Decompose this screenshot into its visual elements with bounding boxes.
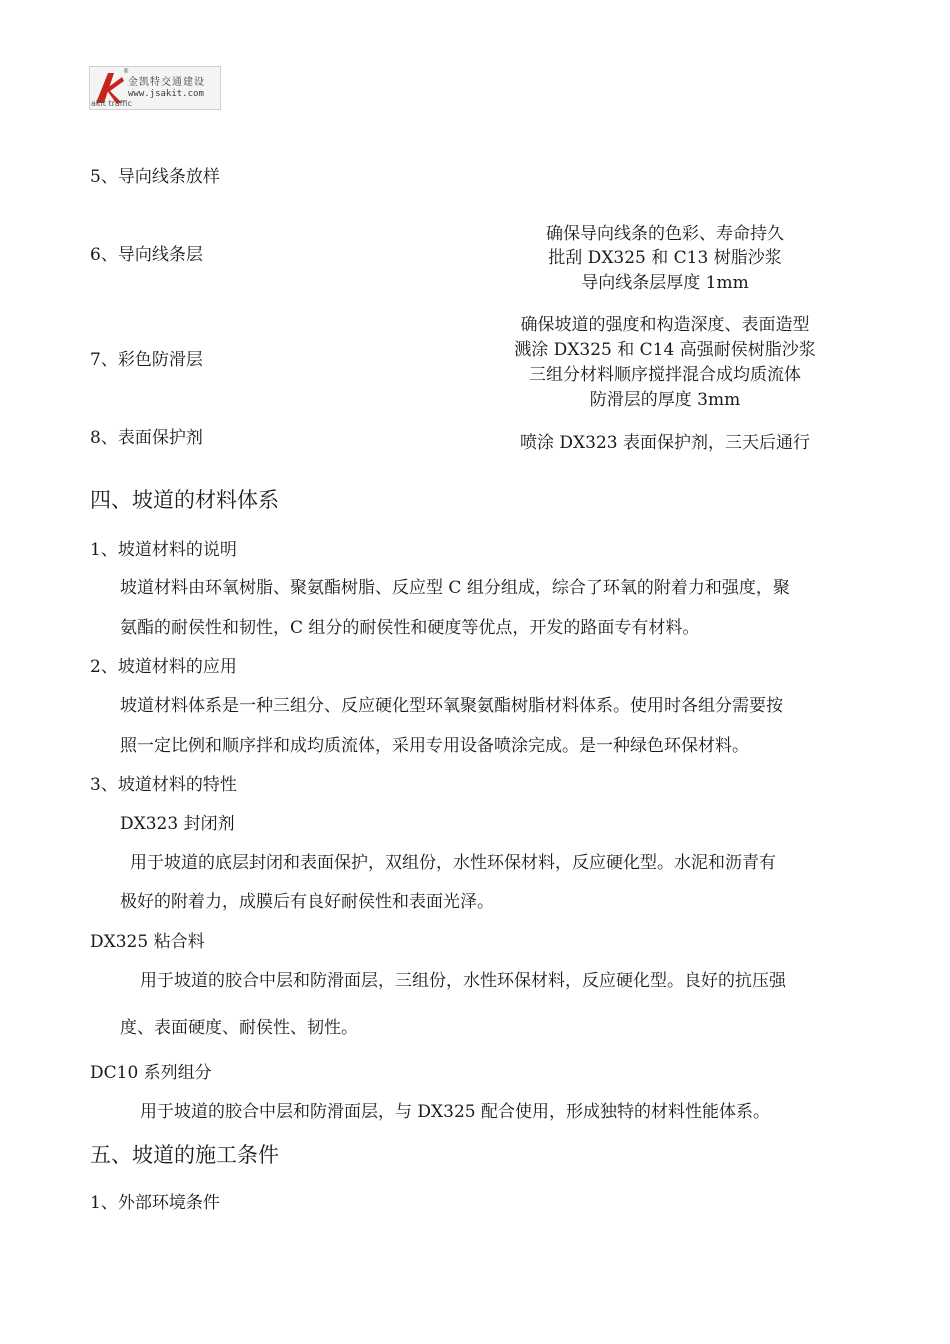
logo-registered-mark: ®: [123, 68, 129, 75]
material-dc10-name: DC10 系列组分: [90, 1063, 212, 1083]
section-4-heading: 四、坡道的材料体系: [90, 488, 279, 512]
step-6-note: 批刮 DX325 和 C13 树脂沙浆: [548, 248, 782, 268]
step-7-note: 溅涂 DX325 和 C14 高强耐侯树脂沙浆: [514, 340, 816, 360]
material-dx325-text: 用于坡道的胶合中层和防滑面层，三组份，水性环保材料，反应硬化型。良好的抗压强: [140, 971, 786, 991]
step-8-label: 8、表面保护剂: [90, 428, 203, 448]
step-7-note: 防滑层的厚度 3mm: [589, 390, 741, 410]
step-8-note: 喷涂 DX323 表面保护剂，三天后通行: [520, 433, 810, 453]
step-6-note: 确保导向线条的色彩、寿命持久: [546, 224, 784, 244]
section-5-item-1-title: 1、外部环境条件: [90, 1193, 220, 1213]
section-4-item-2-text: 坡道材料体系是一种三组分、反应硬化型环氧聚氨酯树脂材料体系。使用时各组分需要按: [120, 696, 783, 716]
material-dx325-name: DX325 粘合料: [90, 932, 205, 952]
step-7-note: 三组分材料顺序搅拌混合成均质流体: [529, 365, 801, 385]
section-4-item-3-title: 3、坡道材料的特性: [90, 775, 237, 795]
material-dx323-text: 极好的附着力，成膜后有良好耐侯性和表面光泽。: [120, 892, 494, 912]
logo-english-name: akit traffic: [91, 99, 132, 108]
company-logo: [89, 66, 221, 110]
section-4-item-2-text: 照一定比例和顺序拌和成均质流体，采用专用设备喷涂完成。是一种绿色环保材料。: [120, 736, 749, 756]
material-dc10-text: 用于坡道的胶合中层和防滑面层，与 DX325 配合使用，形成独特的材料性能体系。: [140, 1102, 770, 1122]
step-5-label: 5、导向线条放样: [90, 167, 220, 187]
section-5-heading: 五、坡道的施工条件: [90, 1143, 279, 1167]
material-dx325-text: 度、表面硬度、耐侯性、韧性。: [120, 1018, 358, 1038]
section-4-item-2-title: 2、坡道材料的应用: [90, 657, 237, 677]
logo-url: www.jsakit.com: [128, 89, 204, 99]
material-dx323-text: 用于坡道的底层封闭和表面保护，双组份，水性环保材料，反应硬化型。水泥和沥青有: [130, 853, 776, 873]
logo-company-name: 金凯特交通建设: [128, 77, 205, 88]
step-6-note: 导向线条层厚度 1mm: [581, 273, 749, 293]
material-dx323-name: DX323 封闭剂: [120, 814, 235, 834]
section-4-item-1-text: 氨酯的耐侯性和韧性，C 组分的耐侯性和硬度等优点，开发的路面专有材料。: [120, 618, 700, 638]
step-7-note: 确保坡道的强度和构造深度、表面造型: [520, 315, 810, 335]
step-7-label: 7、彩色防滑层: [90, 350, 203, 370]
section-4-item-1-title: 1、坡道材料的说明: [90, 540, 237, 560]
step-6-label: 6、导向线条层: [90, 245, 203, 265]
section-4-item-1-text: 坡道材料由环氧树脂、聚氨酯树脂、反应型 C 组分组成，综合了环氧的附着力和强度，聚: [120, 578, 790, 598]
